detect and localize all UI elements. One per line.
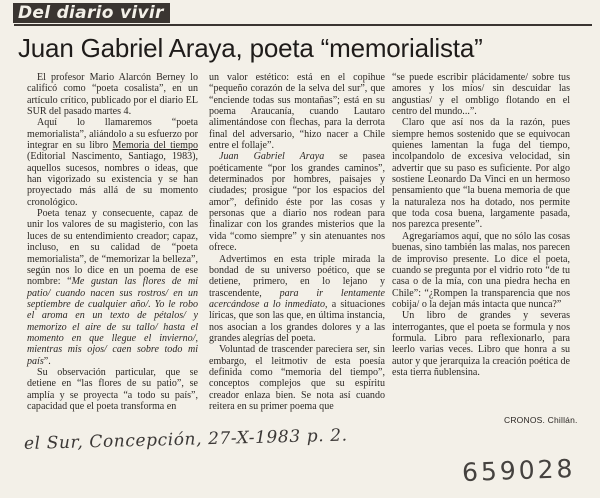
- text-run: Poeta tenaz y consecuente, capaz de unir los valores de su magisterio, con las luces de su entendimiento creador; capaz, incluso, en su calidad de “poeta memorialista”, de “memorizar la belleza”, según nos lo dice en un poema de ese nombre: “: [27, 208, 198, 288]
- article-column-2: [209, 72, 385, 412]
- emphasis: para ir lentamente acercándose a lo inmediato: [209, 287, 385, 310]
- article-column-1: [27, 72, 198, 412]
- poet-name: Juan Gabriel Araya: [219, 151, 325, 163]
- paragraph: Su observación particular, que se detiene en “las flores de su patio”, se amplía y se proyecta “a todo su país”, capacidad que el poeta transforma en: [27, 366, 198, 412]
- handwritten-source-note: el Sur, Concepción, 27-X-1983 p. 2.: [23, 425, 348, 454]
- archive-number: 659028: [461, 454, 576, 487]
- paragraph: Voluntad de trascender pareciera ser, sin embargo, el leitmotiv de esta poesía definida como “memoria del tiempo”, conceptos complejos que su espíritu creador enlaza bien. Se nota así cuando reitera en su primer poema que: [209, 344, 385, 412]
- paragraph: Un libro de grandes y severas interrogantes, que el poeta se formula y nos formula. Libro para reflexionarlo, para leerlo varias veces. Libro que honra a su autor y que jerarquiza la creación poética de esta tierra ñublensina.: [392, 310, 570, 378]
- paragraph: Claro que así nos da la razón, pues siempre hemos sostenido que se equivocan quienes lamentan la fuga del tiempo, incolpandolo de excesiva velocidad, sin advertir que su paso es suficiente. Por algo sostiene Leonardo Da Vinci en un hermoso pensamiento que “la buena memoria de que la naturaleza nos ha dotado, nos permite que toda cosa buena, largamente pasada, nos parezca presente”.: [392, 117, 570, 231]
- paragraph: [27, 117, 198, 208]
- text-run: Aquí lo llamaremos “poeta memorialista”, aliándolo a su esfuerzo por integrar en su libro: [27, 117, 198, 152]
- section-rule: [14, 24, 592, 26]
- paragraph: [27, 208, 198, 367]
- paragraph: [209, 151, 385, 253]
- section-label: Del diario vivir: [13, 3, 170, 23]
- article-column-3: [392, 72, 570, 378]
- paragraph: [209, 254, 385, 345]
- paragraph: El profesor Mario Alarcón Berney lo calificó como “poeta cosalista”, en un artículo crítico, publicado por el diario EL SUR del pasado martes 4.: [27, 72, 198, 118]
- byline: CRONOS. Chillán.: [504, 415, 578, 425]
- text-run: ”.: [43, 355, 51, 367]
- book-title: Memoria del tiempo: [112, 140, 199, 152]
- text-run: , a situaciones líricas, que son las que, en última instancia, nos asocian a los grandes dolores y a las grandes alegrías del poeta.: [209, 298, 385, 344]
- text-run: se pasea poéticamente “por los grandes caminos”, determinados por hombres, paisajes y ciudades; prosigue “por los espacios del amor”, definido éste por las cosas y personas que a diario nos rodean para finalizar con los grandes misterios que la vida “como siempre” y sin atenuantes nos ofrece.: [209, 151, 385, 254]
- paragraph: Agregaríamos aquí, que no sólo las cosas buenas, sino también las malas, nos parecen de improviso presente. Lo dice el poeta, cuando se pregunta por el vidrio roto “de tu casa o de la mía, con una piedra hecha en Chile”: “¿Rompen la transparencia que nos cobija/ o la dejan más intacta que nunca?”: [392, 230, 570, 310]
- text-run: Advertimos en esta triple mirada la bondad de su universo poético, que se detiene, primero, en lo lejano y trascendente,: [209, 253, 385, 299]
- headline: Juan Gabriel Araya, poeta “memorialista”: [18, 33, 483, 63]
- text-run: (Editorial Nascimento, Santiago, 1983), aquellos sucesos, nombres o ideas, que han vigorizado su existencia y se han proyectado más allá de su momento cronológico.: [27, 151, 198, 208]
- paragraph: “se puede escribir plácidamente/ sobre tus amores y los míos/ sin descuidar las angustias/ y el ombligo flotando en el centro del mundo...”.: [392, 72, 570, 118]
- poem-quote: Me gustan las flores de mi patio/ cuando nacen sus rostros/ en un septiembre de cualquier año/. Yo le robo el aroma en un texto de pétalos/ y memorizo el aire de su tallo/ hasta el momento en que llegue el invierno/, mientras mis ojos/ caen sobre todo mi país: [27, 276, 199, 367]
- paragraph: un valor estético: está en el copihue “pequeño corazón de la selva del sur”, que “enciende todas sus montañas”; está en su poema Araucanía, cuando Lautaro alimentándose con flechas, para la derrota final del adversario, “hizo nacer a Chile entre el follaje”.: [209, 72, 385, 152]
